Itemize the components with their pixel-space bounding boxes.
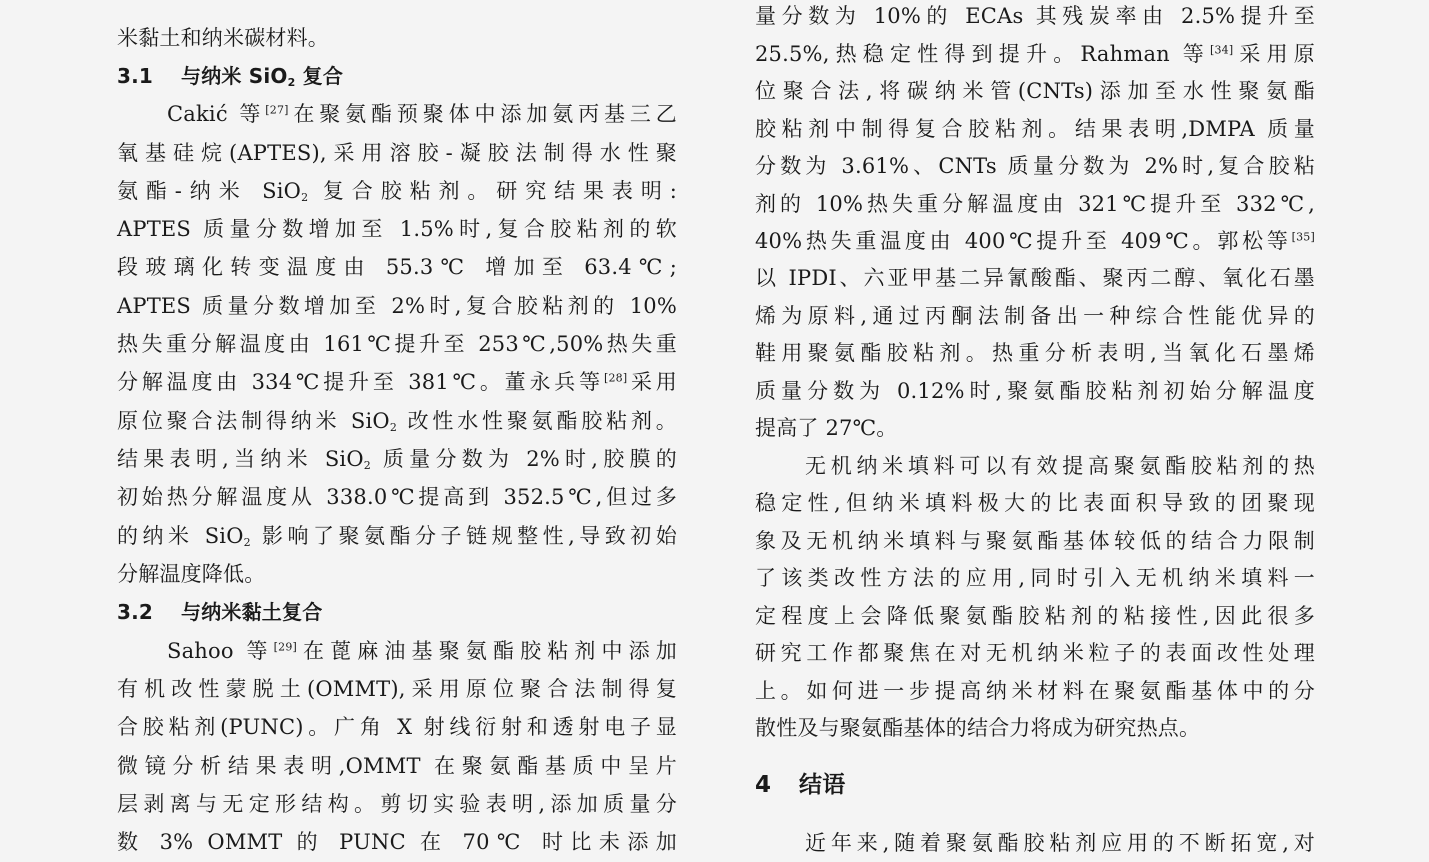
text-line: Cakić 等[27]在聚氨酯预聚体中添加氨丙基三乙	[167, 102, 677, 126]
section-number: 3.1	[117, 64, 154, 88]
text-line: 分解温度由 334℃提升至 381℃。董永兵等[28]采用	[117, 370, 677, 394]
text-line: 数 3% OMMT 的 PUNC 在 70℃ 时比未添加	[117, 830, 677, 854]
text-line: 分数为 3.61%、CNTs 质量分数为 2%时,复合胶粘	[755, 154, 1315, 178]
text-line: 质量分数为 0.12%时,聚氨酯胶粘剂初始分解温度	[755, 379, 1315, 403]
text-line: 稳定性,但纳米填料极大的比表面积导致的团聚现	[755, 491, 1315, 515]
text-line: 氨酯-纳米 SiO$_2$ 复合胶粘剂。研究结果表明:	[117, 179, 677, 204]
text-line: 近年来,随着聚氨酯胶粘剂应用的不断拓宽,对	[805, 831, 1315, 855]
citation: [27]	[265, 103, 289, 117]
text-line: 结果表明,当纳米 SiO$_2$ 质量分数为 2%时,胶膜的	[117, 447, 677, 472]
text-line: 散性及与聚氨酯基体的结合力将成为研究热点。	[755, 716, 1201, 740]
text-line: 微镜分析结果表明,OMMT 在聚氨酯基质中呈片	[117, 754, 677, 778]
text-line: 鞋用聚氨酯胶粘剂。热重分析表明,当氧化石墨烯	[755, 341, 1315, 365]
section-title: 与纳米黏土复合	[181, 600, 323, 624]
citation: [28]	[603, 371, 628, 385]
text-line: 胶粘剂中制得复合胶粘剂。结果表明,DMPA 质量	[755, 117, 1315, 141]
text-line: 25.5%,热稳定性得到提升。Rahman 等[34]采用原	[755, 42, 1315, 66]
text-line: 位聚合法,将碳纳米管(CNTs)添加至水性聚氨酯	[755, 79, 1315, 103]
text-line: 米黏土和纳米碳材料。	[117, 26, 329, 50]
text-line: 上。如何进一步提高纳米材料在聚氨酯基体中的分	[755, 679, 1315, 703]
section-title: 与纳米 SiO$_2$ 复合	[181, 64, 344, 89]
citation: [34]	[1209, 43, 1234, 57]
section-number: 4	[755, 772, 772, 798]
section-heading-3-2	[117, 593, 677, 631]
text-line: 以 IPDI、六亚甲基二异氰酸酯、聚丙二醇、氧化石墨	[755, 266, 1315, 290]
text-line: 40%热失重温度由 400℃提升至 409℃。郭松等[35]	[755, 229, 1315, 253]
section-heading-4	[755, 766, 1315, 804]
text-line: 量分数为 10%的 ECAs 其残炭率由 2.5%提升至	[755, 4, 1315, 28]
text-line: 分解温度降低。	[117, 562, 266, 586]
text-line: 合胶粘剂(PUNC)。广角 X 射线衍射和透射电子显	[117, 715, 677, 739]
section-title: 结语	[799, 772, 846, 798]
citation: [35]	[1291, 230, 1315, 244]
text-line: 初始热分解温度从 338.0℃提高到 352.5℃,但过多	[117, 485, 677, 509]
text-line: 象及无机纳米填料与聚氨酯基体较低的结合力限制	[755, 529, 1315, 553]
section-number: 3.2	[117, 600, 154, 624]
text-line: 氧基硅烷(APTES),采用溶胶-凝胶法制得水性聚	[117, 141, 677, 165]
text-line: 无机纳米填料可以有效提高聚氨酯胶粘剂的热	[805, 454, 1315, 478]
text-line: 定程度上会降低聚氨酯胶粘剂的粘接性,因此很多	[755, 604, 1315, 628]
text-line: 提高了 27℃。	[755, 416, 898, 440]
text-line: 热失重分解温度由 161℃提升至 253℃,50%热失重	[117, 332, 677, 356]
text-line: 剂的 10%热失重分解温度由 321℃提升至 332℃,	[755, 192, 1315, 216]
text-line: 层剥离与无定形结构。剪切实验表明,添加质量分	[117, 792, 677, 816]
text-line: APTES 质量分数增加至 2%时,复合胶粘剂的 10%	[117, 294, 677, 318]
text-line: 原位聚合法制得纳米 SiO$_2$ 改性水性聚氨酯胶粘剂。	[117, 409, 677, 434]
text-line: 段玻璃化转变温度由 55.3℃ 增加至 63.4℃;	[117, 255, 677, 279]
section-heading-3-1	[117, 57, 677, 95]
text-line: APTES 质量分数增加至 1.5%时,复合胶粘剂的软	[117, 217, 677, 241]
text-line: 有机改性蒙脱土(OMMT),采用原位聚合法制得复	[117, 677, 677, 701]
text-line: 研究工作都聚焦在对无机纳米粒子的表面改性处理	[755, 641, 1315, 665]
text-line: 烯为原料,通过丙酮法制备出一种综合性能优异的	[755, 304, 1315, 328]
text-line: 了该类改性方法的应用,同时引入无机纳米填料一	[755, 566, 1315, 590]
text-line: Sahoo 等[29]在蓖麻油基聚氨酯胶粘剂中添加	[167, 639, 677, 663]
text-line: 的纳米 SiO$_2$ 影响了聚氨酯分子链规整性,导致初始	[117, 524, 677, 549]
citation: [29]	[273, 640, 298, 654]
